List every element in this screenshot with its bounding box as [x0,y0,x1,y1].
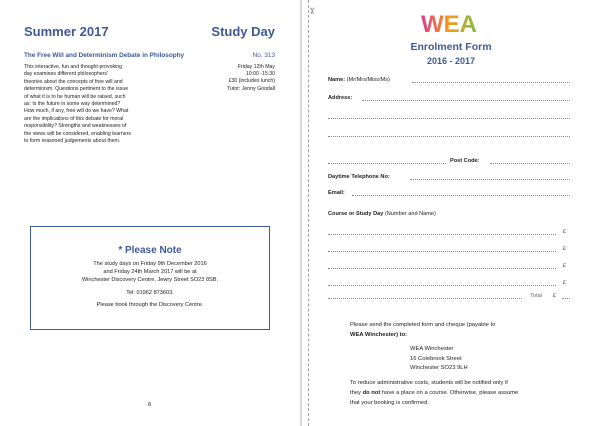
description-line: This interactive, fun and thought-provoking [24,64,123,70]
address-line-2: 16 Colebrook Street [410,355,462,362]
note-line: The study days on Friday 9th December 2016 [93,261,207,267]
total-currency: £ [552,293,556,299]
course-time: 10:00 -15:30 [245,71,275,78]
email-label: Email: [328,190,345,196]
course-line[interactable] [328,262,570,271]
total-field[interactable] [328,292,570,301]
note-line: Please book through the Discovery Centre. [96,301,204,308]
course-line[interactable] [328,279,570,288]
course-fee: £30 (includes lunch) [228,78,275,85]
return-address [410,345,468,374]
send-instructions [350,320,580,340]
currency-symbol: £ [562,246,566,252]
note-line: Tel: 01962 873603. [126,289,174,296]
currency-symbol: £ [562,263,566,269]
page-number: 6 [148,402,152,408]
name-label: Name: [328,77,346,83]
please-note-box [30,226,270,330]
form-title: Enrolment Form [410,41,492,53]
note-line: and Friday 24th March 2017 will be at [103,269,197,276]
description-line: responsibility? Strengths and weaknesses of [24,123,127,130]
name-hint: (Mr/Mrs/Miss/Ms) [346,77,390,83]
note-title: * Please Note [118,245,182,256]
course-heading [328,210,570,219]
description-line: theories about the concepts of free will and [24,78,123,85]
description-line: are the implications of this debate for moral [24,115,124,122]
address-line-1: WEA Winchester [410,346,454,352]
scissors-icon: ✂ [305,7,316,15]
total-label: Total [530,293,542,299]
course-date: Friday 12th May [237,64,275,70]
course-label: Course or Study Day [328,211,384,217]
description-line: of what it is to be human will be raised, such [24,93,126,100]
course-title: The Free Will and Determinism Debate in Philosophy [24,52,185,59]
currency-symbol: £ [562,280,566,286]
postcode-label: Post Code: [450,158,480,164]
description-line: as: Is the future in some way determined? [24,101,121,108]
course-line[interactable] [328,245,570,254]
course-number: No. 313 [252,52,275,59]
description-line: determinism. Questions pertinent to the issue [24,86,129,93]
address-field[interactable] [328,94,570,103]
name-field[interactable] [328,76,570,85]
description-line: the views will be considered, enabling learners [24,130,131,137]
address-line[interactable] [328,112,570,121]
wea-logo [421,8,477,38]
description-line: How much, if any, free will do we have? What [24,108,129,115]
address-line-3: Winchester SO23 9LH [410,365,468,372]
course-description [24,64,160,145]
send-line: Please send the completed form and cheque (payable to [350,322,496,328]
email-field[interactable] [328,189,570,198]
phone-label: Daytime Telephone No: [328,174,390,180]
note-line: Winchester Discovery Centre, Jewry Street SO23 8SB. [81,277,219,284]
course-hint: (Number and Name) [384,211,436,217]
address-label: Address: [328,95,353,101]
season-heading: Summer 2017 [24,24,109,39]
course-line[interactable] [328,228,570,237]
notice-line: To reduce administrative costs, students will be notified only if [350,380,508,386]
notice-line: that your booking is confirmed. [350,400,429,406]
course-details [227,64,275,93]
notification-notice [350,378,580,408]
notice-line: they do not have a place on a course. Otherwise, please assume [350,390,519,396]
study-day-heading: Study Day [211,24,275,39]
postcode-field[interactable] [328,157,570,166]
description-line: day examines different philosophers' [24,71,108,78]
phone-field[interactable] [328,173,570,182]
currency-symbol: £ [562,229,566,235]
course-tutor: Tutor: Jenny Goodall [227,85,275,92]
logo-text: WEA [421,11,477,38]
send-line: WEA Winchester) to: [350,332,408,338]
description-line: to form reasoned judgements about them. [24,138,121,145]
address-line[interactable] [328,130,570,139]
form-year: 2016 - 2017 [426,56,476,66]
